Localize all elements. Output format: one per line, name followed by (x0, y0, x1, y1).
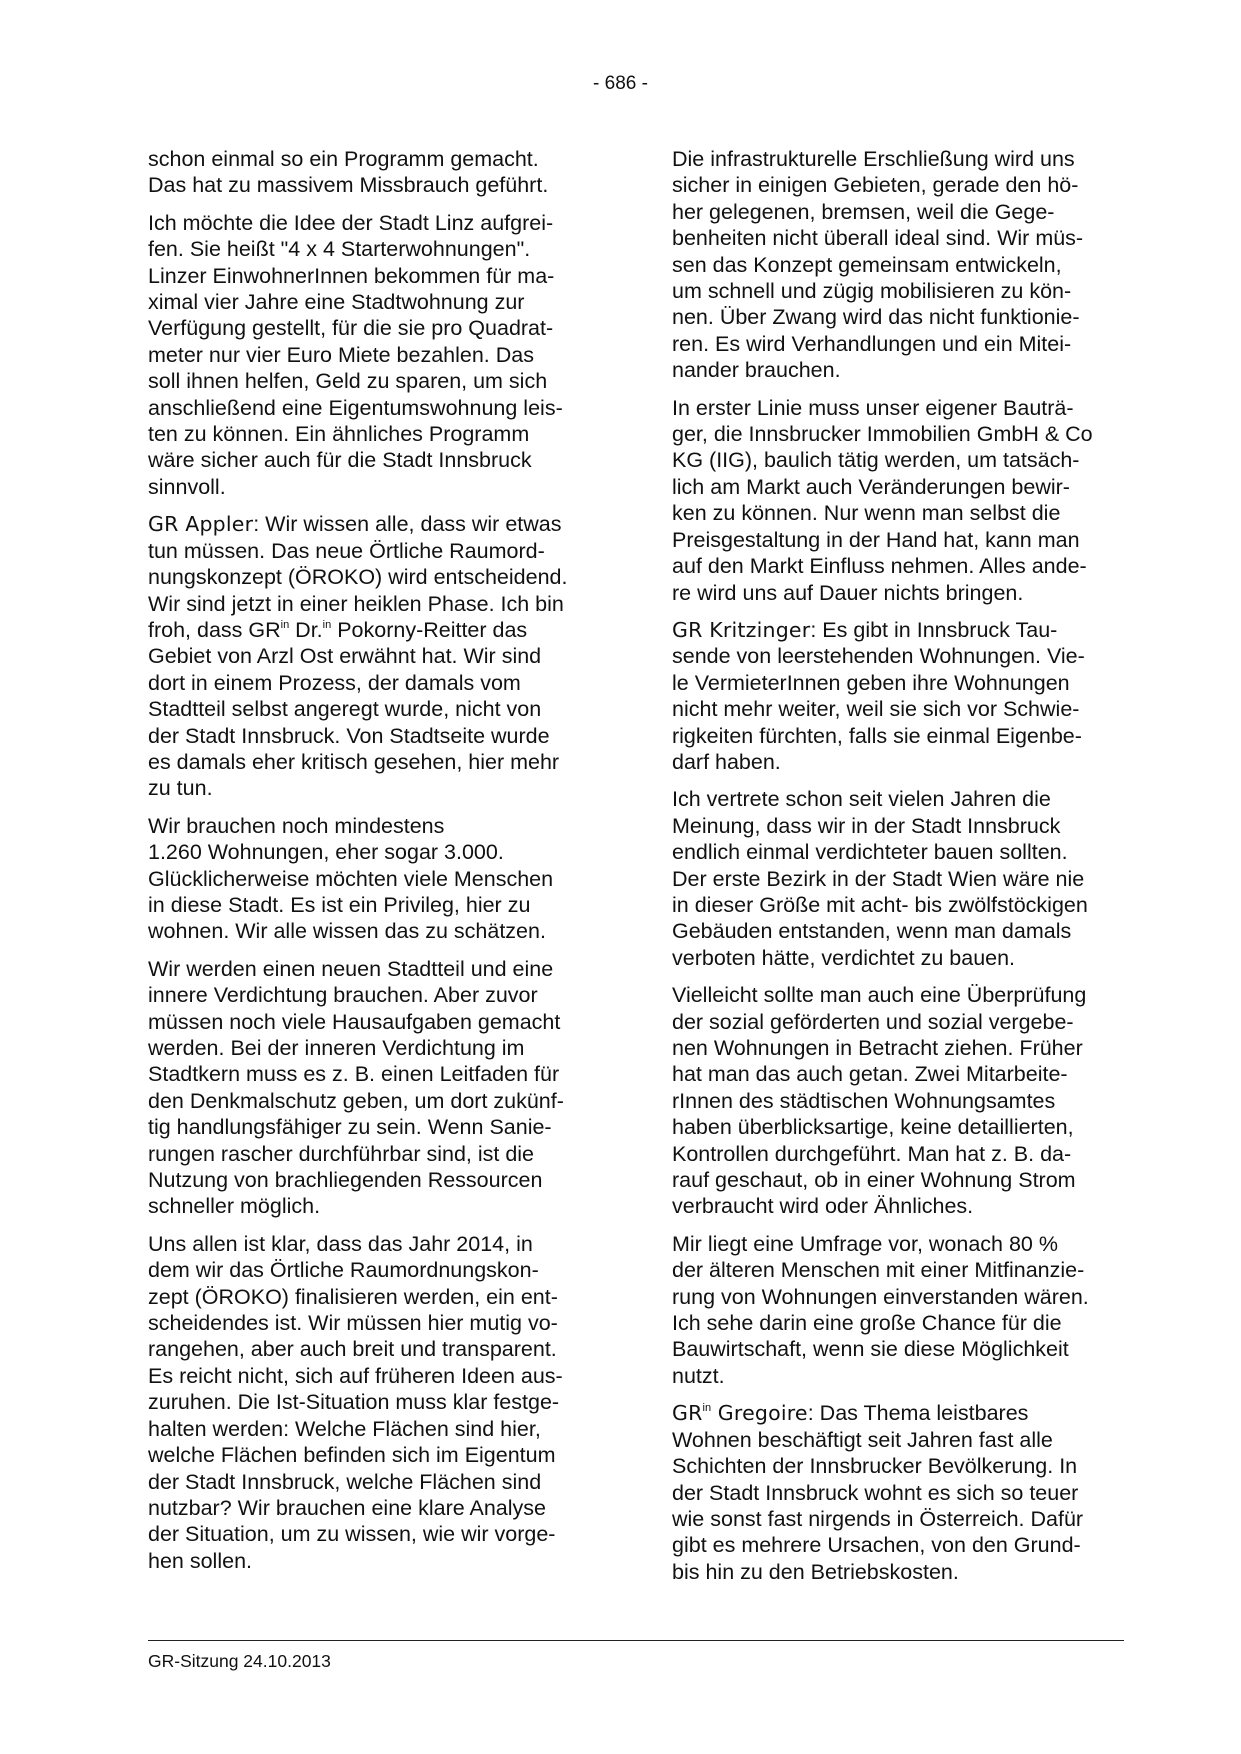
footer-divider (148, 1640, 1124, 1641)
paragraph: Wir brauchen noch mindestens 1.260 Wohnungen, eher sogar 3.000. Glücklicherweise möchten viele Menschen in diese Stadt. Es ist ein Privileg, hier zu wohnen. Wir alle wissen das zu schätzen. (148, 813, 554, 944)
speaker-name: GR (672, 1401, 703, 1426)
superscript: in (322, 618, 332, 631)
speaker-name: Gregoire (711, 1401, 808, 1426)
speaker-name: GR Kritzinger (672, 617, 811, 642)
speaker-paragraph (672, 1400, 1132, 1585)
superscript: in (702, 1402, 712, 1415)
page-number: - 686 - (593, 73, 648, 94)
paragraph: Mir liegt eine Umfrage vor, wonach 80 % der älteren Menschen mit einer Mitfinanzie- rung von Wohnungen einverstanden wären. Ich sehe darin eine große Chance für die Bauwirtschaft, wenn sie diese Möglichkeit nutzt. (672, 1231, 1089, 1388)
speech-text: Pokorny-Reitter das Gebiet von Arzl Ost erwähnt hat. Wir sind dort in einem Prozess, der damals vom Stadtteil selbst angeregt wurde, nicht von der Stadt Innsbruck. Von Stadtseite wurde es damals eher kritisch gesehen, hier mehr zu tun. (148, 617, 560, 801)
paragraph: Ich vertrete schon seit vielen Jahren die Meinung, dass wir in der Stadt Innsbruck endlich einmal verdichteter bauen sollten. Der erste Bezirk in der Stadt Wien wäre nie in dieser Größe mit acht- bis zwölfstöckigen Gebäuden entstanden, wenn man damals verboten hätte, verdichtet zu bauen. (672, 787, 1088, 970)
speaker-paragraph (672, 617, 1132, 775)
paragraph: Vielleicht sollte man auch eine Überprüfung der sozial geförderten und sozial vergebe- nen Wohnungen in Betracht ziehen. Früher hat man das auch getan. Zwei Mitarbeite- rInnen des städtischen Wohnungsamtes haben überblicksartige, keine detaillierten, Kontrollen durchgeführt. Man hat z. B. da- rauf geschaut, ob in einer Wohnung Strom verbraucht wird oder Ähnliches. (672, 983, 1087, 1219)
speech-text: : Das Thema leistbares Wohnen beschäftigt seit Jahren fast alle Schichten der Innsbrucker Bevölkerung. In der Stadt Innsbruck wohnt es sich so teuer wie sonst fast nirgends in Österreich. Dafür gibt es mehrere Ursachen, von den Grund- bis hin zu den Betriebskosten. (672, 1401, 1084, 1584)
superscript: in (280, 618, 290, 631)
paragraph: In erster Linie muss unser eigener Bauträ- ger, die Innsbrucker Immobilien GmbH & Co KG (IIG), baulich tätig werden, um tatsäch- lich am Markt auch Veränderungen bewir- ken zu können. Nur wenn man selbst die Preisgestaltung in der Hand hat, kann man auf den Markt Einfluss nehmen. Alles ande- re wird uns auf Dauer nichts bringen. (672, 395, 1093, 605)
paragraph: Uns allen ist klar, dass das Jahr 2014, in dem wir das Örtliche Raumordnungskon- zept (ÖROKO) finalisieren werden, ein ent- scheidendes ist. Wir müssen hier mutig vo- rangehen, aber auch breit und transparent. Es reicht nicht, sich auf früheren Ideen aus- zuruhen. Die Ist-Situation muss klar festge- halten werden: Welche Flächen sind hier, welche Flächen befinden sich im Eigentum der Stadt Innsbruck, welche Flächen sind nutzbar? Wir brauchen eine klare Analyse der Situation, um zu wissen, wie wir vorge- hen sollen. (148, 1231, 563, 1573)
footer-session-date: GR-Sitzung 24.10.2013 (148, 1651, 331, 1671)
speaker-paragraph (148, 511, 603, 801)
right-column (672, 146, 1132, 1596)
paragraph: Ich möchte die Idee der Stadt Linz aufgrei- fen. Sie heißt "4 x 4 Starterwohnungen". Linzer EinwohnerInnen bekommen für ma- ximal vier Jahre eine Stadtwohnung zur Verfügung gestellt, für die sie pro Quadrat- meter nur vier Euro Miete bezahlen. Das soll ihnen helfen, Geld zu sparen, um sich anschließend eine Eigentumswohnung leis- ten zu können. Ein ähnliches Programm wäre sicher auch für die Stadt Innsbruck sinnvoll. (148, 210, 563, 499)
speech-text: : Wir wissen alle, dass wir etwas tun müssen. Das neue Örtliche Raumord- nungskonzept (ÖROKO) wird entscheidend. Wir sind jetzt in einer heiklen Phase. Ich bin froh, dass GR (148, 512, 568, 642)
speaker-name: GR Appler (148, 512, 254, 537)
left-column (148, 146, 603, 1585)
paragraph: Wir werden einen neuen Stadtteil und eine innere Verdichtung brauchen. Aber zuvor müssen noch viele Hausaufgaben gemacht werden. Bei der inneren Verdichtung im Stadtkern muss es z. B. einen Leitfaden für den Denkmalschutz geben, um dort zukünf- tig handlungsfähiger zu sein. Wenn Sanie- rungen rascher durchführbar sind, ist die Nutzung von brachliegenden Ressourcen schneller möglich. (148, 956, 564, 1219)
paragraph: schon einmal so ein Programm gemacht. Das hat zu massivem Missbrauch geführt. (148, 147, 549, 198)
paragraph: Die infrastrukturelle Erschließung wird uns sicher in einigen Gebieten, gerade den hö- her gelegenen, bremsen, weil die Gege- benheiten nicht überall ideal sind. Wir müs- sen das Konzept gemeinsam entwickeln, um schnell und zügig mobilisieren zu kön- nen. Über Zwang wird das nicht funktionie- ren. Es wird Verhandlungen und ein Mitei- nander brauchen. (672, 147, 1084, 383)
speech-text: : Es gibt in Innsbruck Tau- sende von leerstehenden Wohnungen. Vie- le VermieterInnen geben ihre Wohnungen nicht mehr weiter, weil sie sich vor Schwie- rigkeiten fürchten, falls sie einmal Eigenbe- darf haben. (672, 617, 1085, 774)
speech-text: Dr. (289, 617, 323, 642)
